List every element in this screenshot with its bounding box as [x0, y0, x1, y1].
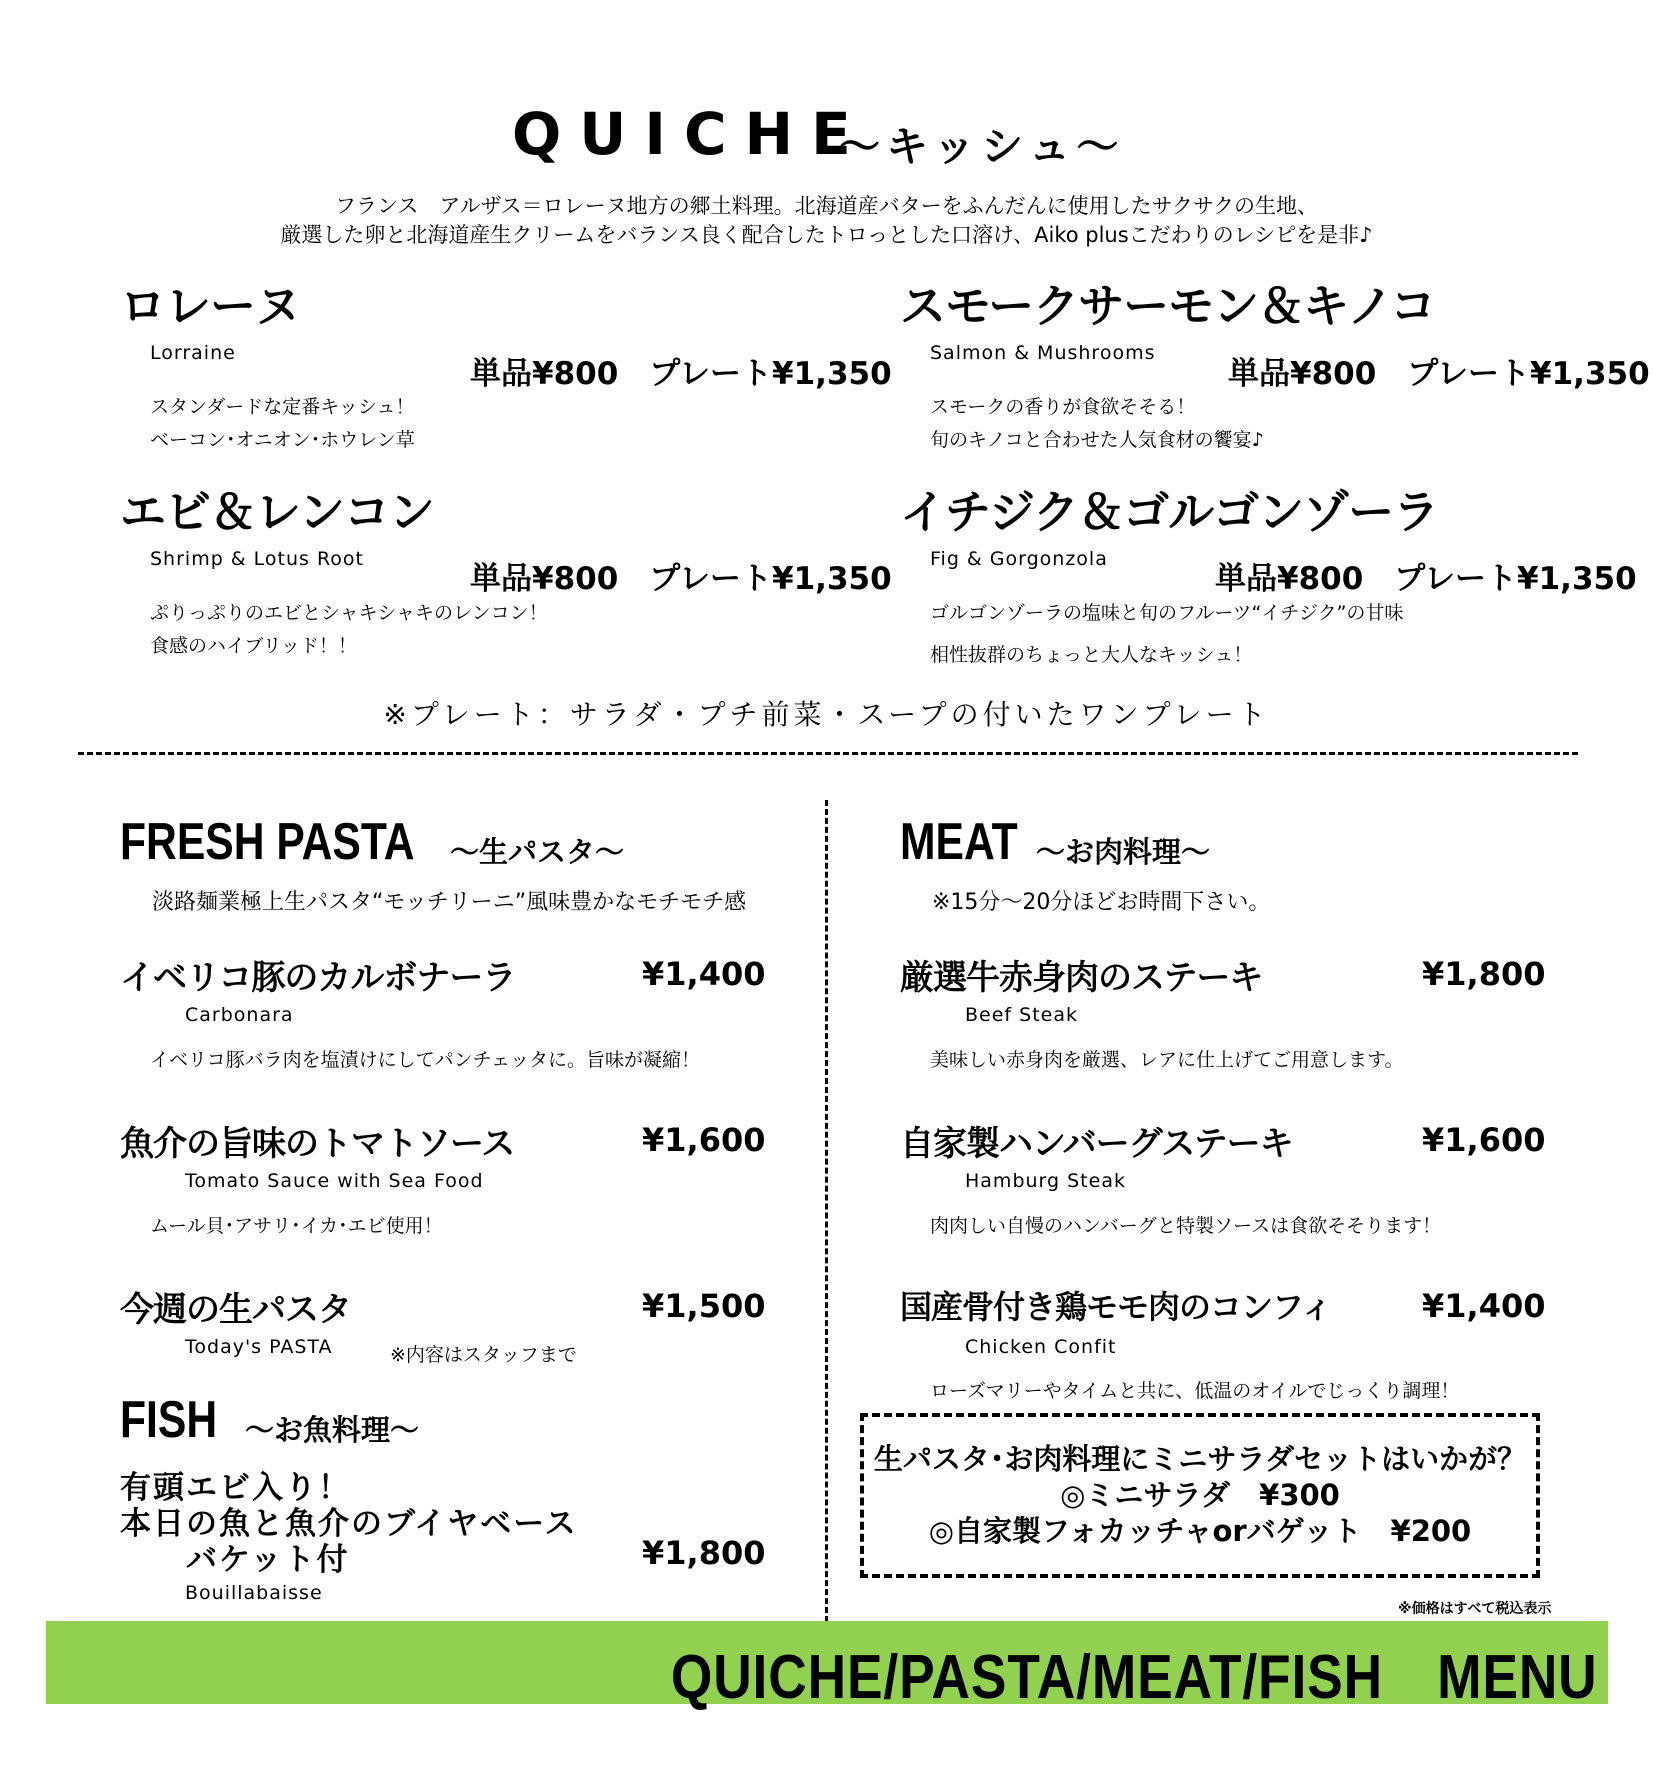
quiche-en-salmon: Salmon & Mushrooms — [930, 342, 1156, 364]
pasta-intro: 淡路麺業極上生パスタ“モッチリーニ”風味豊かなモチモチ感 — [152, 890, 747, 915]
quiche-price-fig: 単品¥800 プレート¥1,350 — [1215, 561, 1637, 597]
set-offer-line-2: ◎ミニサラダ ¥300 — [1060, 1478, 1340, 1512]
quiche-desc2-salmon: 旬のキノコと合わせた人気食材の饗宴♪ — [930, 429, 1264, 451]
page-subtitle: 〜キッシュ〜 — [838, 122, 1125, 171]
meat-item-desc: 肉肉しい自慢のハンバーグと特製ソースは食欲そそります！ — [930, 1215, 1442, 1237]
meat-item-en: Hamburg Steak — [965, 1170, 1126, 1192]
quiche-desc1-salmon: スモークの香りが食欲そそる！ — [930, 396, 1196, 418]
quiche-name-lorraine: ロレーヌ — [120, 279, 300, 333]
quiche-name-fig: イチジク＆ゴルゴンゾーラ — [900, 485, 1439, 539]
meat-item-price: ¥1,400 — [1422, 1287, 1546, 1325]
meat-item-name: 国産骨付き鶏モモ肉のコンフィ — [900, 1288, 1332, 1326]
quiche-price-salmon: 単品¥800 プレート¥1,350 — [1228, 356, 1650, 392]
quiche-en-shrimp: Shrimp & Lotus Root — [150, 548, 365, 570]
pasta-item-price: ¥1,400 — [642, 955, 766, 993]
pasta-item-price: ¥1,500 — [642, 1287, 766, 1325]
meat-item-en: Chicken Confit — [965, 1336, 1117, 1358]
quiche-name-shrimp: エビ＆レンコン — [120, 485, 434, 539]
pasta-item-name: 魚介の旨味のトマトソース — [120, 1124, 515, 1164]
quiche-desc1-shrimp: ぷりっぷりのエビとシャキシャキのレンコン！ — [150, 602, 548, 624]
pasta-item-note: ※内容はスタッフまで — [390, 1344, 577, 1366]
set-offer-box — [860, 1413, 1540, 1578]
meat-item-desc: ローズマリーやタイムと共に、低温のオイルでじっくり調理！ — [930, 1380, 1460, 1402]
pasta-section-title: FRESH PASTA — [120, 813, 415, 871]
pasta-item-price: ¥1,600 — [642, 1121, 766, 1159]
meat-item-en: Beef Steak — [965, 1004, 1078, 1026]
quiche-en-fig: Fig & Gorgonzola — [930, 548, 1108, 570]
pasta-item-desc: ムール貝･アサリ･イカ･エビ使用！ — [150, 1215, 443, 1237]
set-offer-line-1: 生パスタ･お肉料理にミニサラダセットはいかが？ — [873, 1442, 1527, 1476]
meat-section-title: MEAT — [900, 813, 1018, 871]
fish-line-3: バケット付 — [186, 1542, 350, 1578]
plate-note: ※プレート：サラダ・プチ前菜・スープの付いたワンプレート — [383, 698, 1270, 731]
intro-line-2: 厳選した卵と北海道産生クリームをバランス良く配合したトロっとした口溶け、Aiko plusこだわりのレシピを是非♪ — [280, 223, 1373, 247]
pasta-item-desc: イベリコ豚バラ肉を塩漬けにしてパンチェッタに。旨味が凝縮！ — [150, 1049, 701, 1071]
quiche-desc2-shrimp: 食感のハイブリッド！！ — [150, 635, 357, 657]
meat-intro: ※15分〜20分ほどお時間下さい。 — [932, 890, 1271, 915]
page-title: QUICHE — [512, 100, 869, 168]
quiche-desc1-fig: ゴルゴンゾーラの塩味と旬のフルーツ“イチジク”の甘味 — [930, 602, 1404, 624]
pasta-item-en: Today's PASTA — [185, 1336, 333, 1358]
meat-item-name: 厳選牛赤身肉のステーキ — [900, 958, 1263, 998]
tax-note: ※価格はすべて税込表示 — [1398, 1601, 1552, 1617]
fish-line-2: 本日の魚と魚介のブイヤベース — [120, 1506, 578, 1542]
meat-item-desc: 美味しい赤身肉を厳選、レアに仕上げてご用意します。 — [930, 1049, 1404, 1071]
quiche-desc2-lorraine: ベーコン･オニオン･ホウレン草 — [150, 429, 415, 451]
quiche-desc2-fig: 相性抜群のちょっと大人なキッシュ！ — [930, 644, 1253, 666]
meat-item-name: 自家製ハンバーグステーキ — [900, 1124, 1293, 1164]
fish-price: ¥1,800 — [642, 1534, 766, 1572]
pasta-item-name: イベリコ豚のカルボナーラ — [120, 958, 516, 998]
footer-title: QUICHE/PASTA/MEAT/FISH MENU — [671, 1643, 1598, 1712]
horizontal-divider — [78, 752, 1578, 755]
quiche-en-lorraine: Lorraine — [150, 342, 236, 364]
fish-line-1: 有頭エビ入り！ — [120, 1470, 351, 1506]
fish-section-subtitle: 〜お魚料理〜 — [245, 1413, 420, 1447]
vertical-divider — [825, 800, 828, 1622]
quiche-name-salmon: スモークサーモン＆キノコ — [900, 279, 1435, 333]
pasta-section-subtitle: 〜生パスタ〜 — [450, 835, 625, 869]
pasta-item-en: Carbonara — [185, 1004, 294, 1026]
fish-section-title: FISH — [120, 1391, 218, 1449]
meat-item-price: ¥1,800 — [1422, 955, 1546, 993]
quiche-desc1-lorraine: スタンダードな定番キッシュ！ — [150, 396, 415, 418]
meat-section-subtitle: 〜お肉料理〜 — [1036, 835, 1211, 869]
set-offer-line-3: ◎自家製フォカッチャorバゲット ¥200 — [928, 1514, 1472, 1548]
quiche-price-lorraine: 単品¥800 プレート¥1,350 — [470, 356, 892, 392]
pasta-item-name: 今週の生パスタ — [120, 1290, 351, 1330]
quiche-price-shrimp: 単品¥800 プレート¥1,350 — [470, 561, 892, 597]
footer-banner — [46, 1621, 1608, 1712]
fish-en: Bouillabaisse — [185, 1582, 323, 1604]
intro-line-1: フランス アルザス＝ロレーヌ地方の郷土料理。北海道産バターをふんだんに使用したサクサクの生地、 — [334, 194, 1318, 218]
pasta-item-en: Tomato Sauce with Sea Food — [185, 1170, 484, 1192]
meat-item-price: ¥1,600 — [1422, 1121, 1546, 1159]
